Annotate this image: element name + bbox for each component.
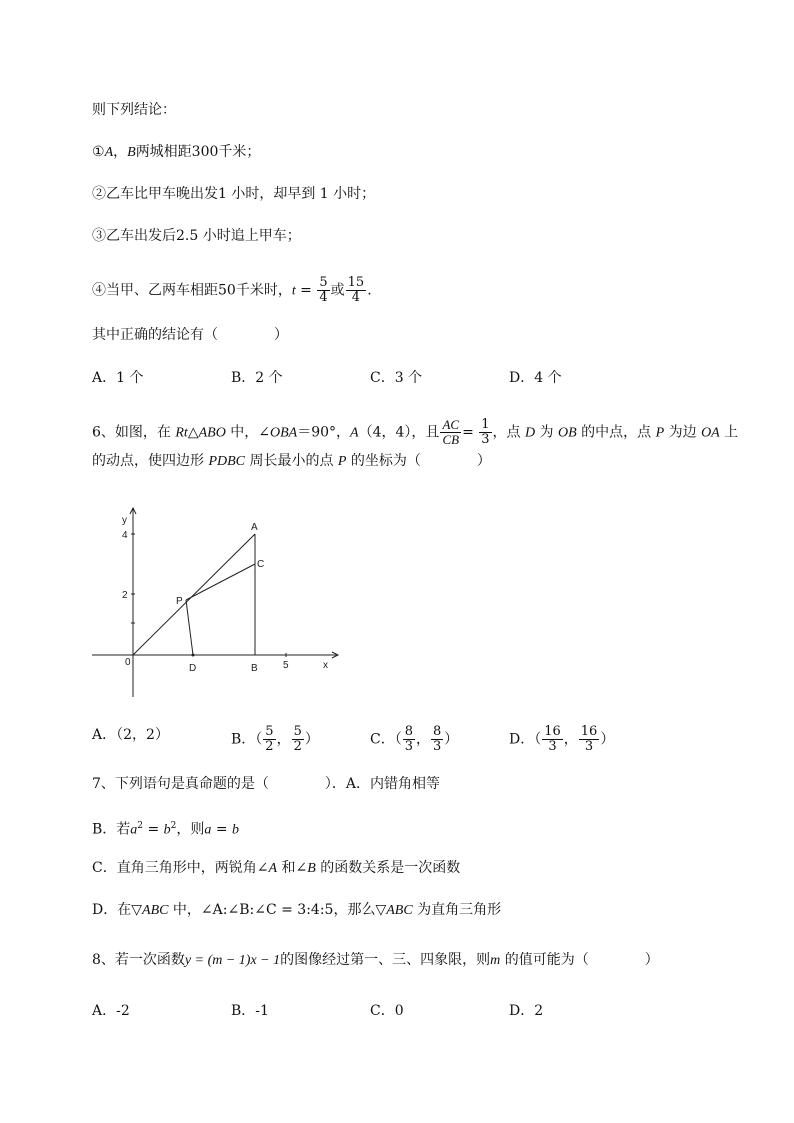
- q5-option-d: D．4 个: [509, 370, 562, 386]
- q7-option-c: C．直角三角形中，两锐角∠A 和∠B 的函数关系是一次函数: [92, 860, 461, 876]
- conclusion-1: ①A，B两城相距300千米；: [92, 144, 261, 160]
- point-p-label: P: [176, 596, 183, 607]
- q6-figure: [90, 505, 350, 700]
- point-a-label: A: [251, 522, 258, 533]
- x-tick-5: 5: [283, 660, 289, 671]
- segment-pd: [186, 600, 193, 655]
- q8-option-b: B．-1: [231, 1003, 269, 1019]
- q6-option-b: B．（ $\frac{5}{2}$ ， $\frac{5}{2}$ ）: [231, 724, 319, 754]
- q8-option-a: A．-2: [92, 1003, 130, 1019]
- conclusion-2: ②乙车比甲车晚出发1 小时，却早到 1 小时；: [92, 186, 376, 202]
- q5-option-a: A．1 个: [92, 370, 144, 386]
- q5-prompt: 其中正确的结论有（ ）: [92, 327, 288, 343]
- q6-option-a: A．（2，2）: [92, 727, 169, 743]
- intro-text: 则下列结论：: [92, 102, 176, 118]
- point-d-dot: [192, 654, 195, 657]
- q8-option-c: C．0: [370, 1003, 404, 1019]
- point-b-label: B: [251, 663, 258, 674]
- q5-option-c: C．3 个: [370, 370, 423, 386]
- conclusion-4: ④当甲、乙两车相距50千米时，t = $\frac{5}{4}$ 或 $\frac{15}{4}$ .: [92, 275, 372, 305]
- origin-label: 0: [125, 657, 131, 668]
- segment-oa: [133, 534, 255, 655]
- x-axis-label: x: [323, 660, 328, 671]
- q6-line-2: 的动点，使四边形 PDBC 周长最小的点 P 的坐标为（ ）: [92, 453, 491, 469]
- y-tick-4: 4: [122, 530, 128, 541]
- point-d-label: D: [189, 663, 197, 674]
- q6-option-c: C．（ $\frac{8}{3}$ ， $\frac{8}{3}$ ）: [370, 724, 459, 754]
- q5-option-b: B．2 个: [231, 370, 283, 386]
- q8-option-d: D．2: [509, 1003, 544, 1019]
- y-tick-2: 2: [122, 590, 128, 601]
- point-c-label: C: [257, 559, 265, 570]
- y-axis-label: y: [122, 515, 127, 526]
- q6-option-d: D．（ $\frac{16}{3}$ ， $\frac{16}{3}$ ）: [509, 724, 615, 754]
- q6-line-1: 6、如图，在 Rt△ABO 中，∠OBA＝90°，A（4，4），且 $\frac{AC}{CB}$ = $\frac{1}{3}$ ，点 D 为 OB 的中点，点 P 为边 OA 上: [92, 417, 739, 447]
- q8-stem: 8、若一次函数y = (m − 1)x − 1的图像经过第一、三、四象限，则m 的值可能为（ ）: [92, 952, 659, 968]
- segment-pc: [186, 564, 255, 600]
- q7-option-b: B．若$a^2 = b^2$，则a = b: [92, 821, 240, 838]
- conclusion-3: ③乙车出发后2.5 小时追上甲车；: [92, 228, 301, 244]
- q7-option-d: D．在▽ABC 中，∠A:∠B:∠C = 3:4:5，那么▽ABC 为直角三角形: [92, 902, 502, 918]
- q7-stem: 7、下列语句是真命题的是（ ）．A．内错角相等: [92, 776, 441, 792]
